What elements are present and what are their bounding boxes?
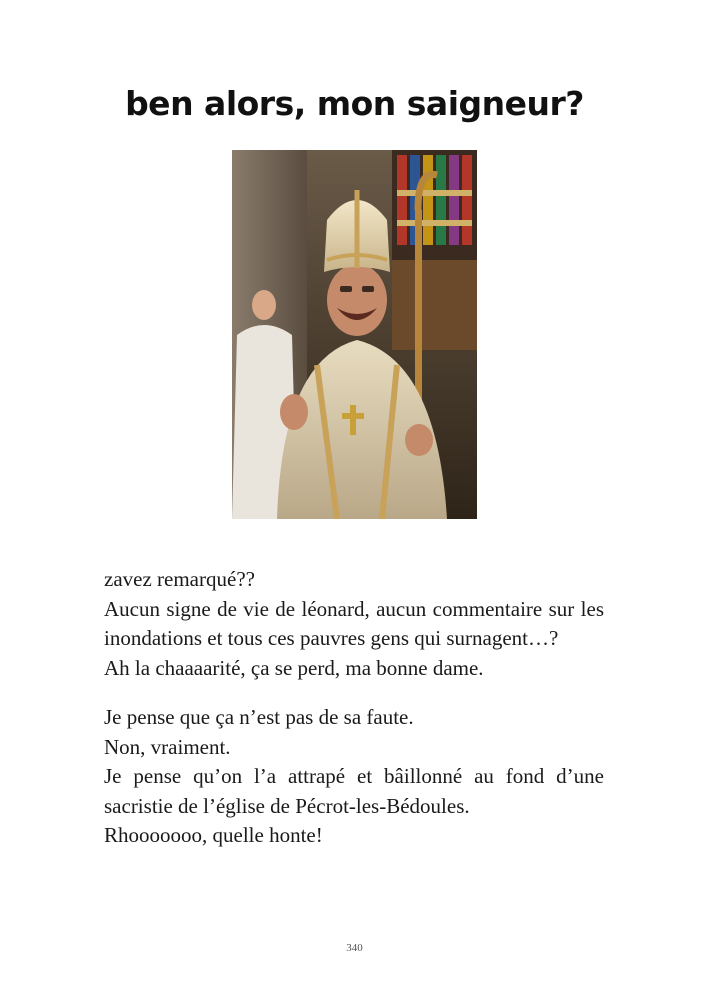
paragraph-2 [104, 703, 604, 851]
text-line: Rhooooooo, quelle honte! [104, 823, 323, 847]
text-line: Ah la chaaaarité, ça se perd, ma bonne dame. [104, 655, 484, 680]
bishop-photo [232, 150, 477, 519]
page-title: ben alors, mon saigneur? [125, 84, 584, 123]
text-line: Aucun signe de vie de léonard, aucun commentaire sur les inondations et tous ces pauvres gens qui surnagent…? [104, 596, 604, 650]
text-line: Je pense que ça n’est pas de sa faute. [104, 705, 414, 729]
text-line: zavez remarqué?? [104, 567, 255, 591]
text-line: Non, vraiment. [104, 734, 231, 759]
page-number: 340 [346, 942, 363, 954]
body-text [104, 565, 604, 851]
paragraph-1 [104, 565, 604, 683]
text-line: Je pense qu’on l’a attrapé et bâillonné au fond d’une sacristie de l’église de Pécrot-les-Bédoules. [104, 764, 604, 818]
